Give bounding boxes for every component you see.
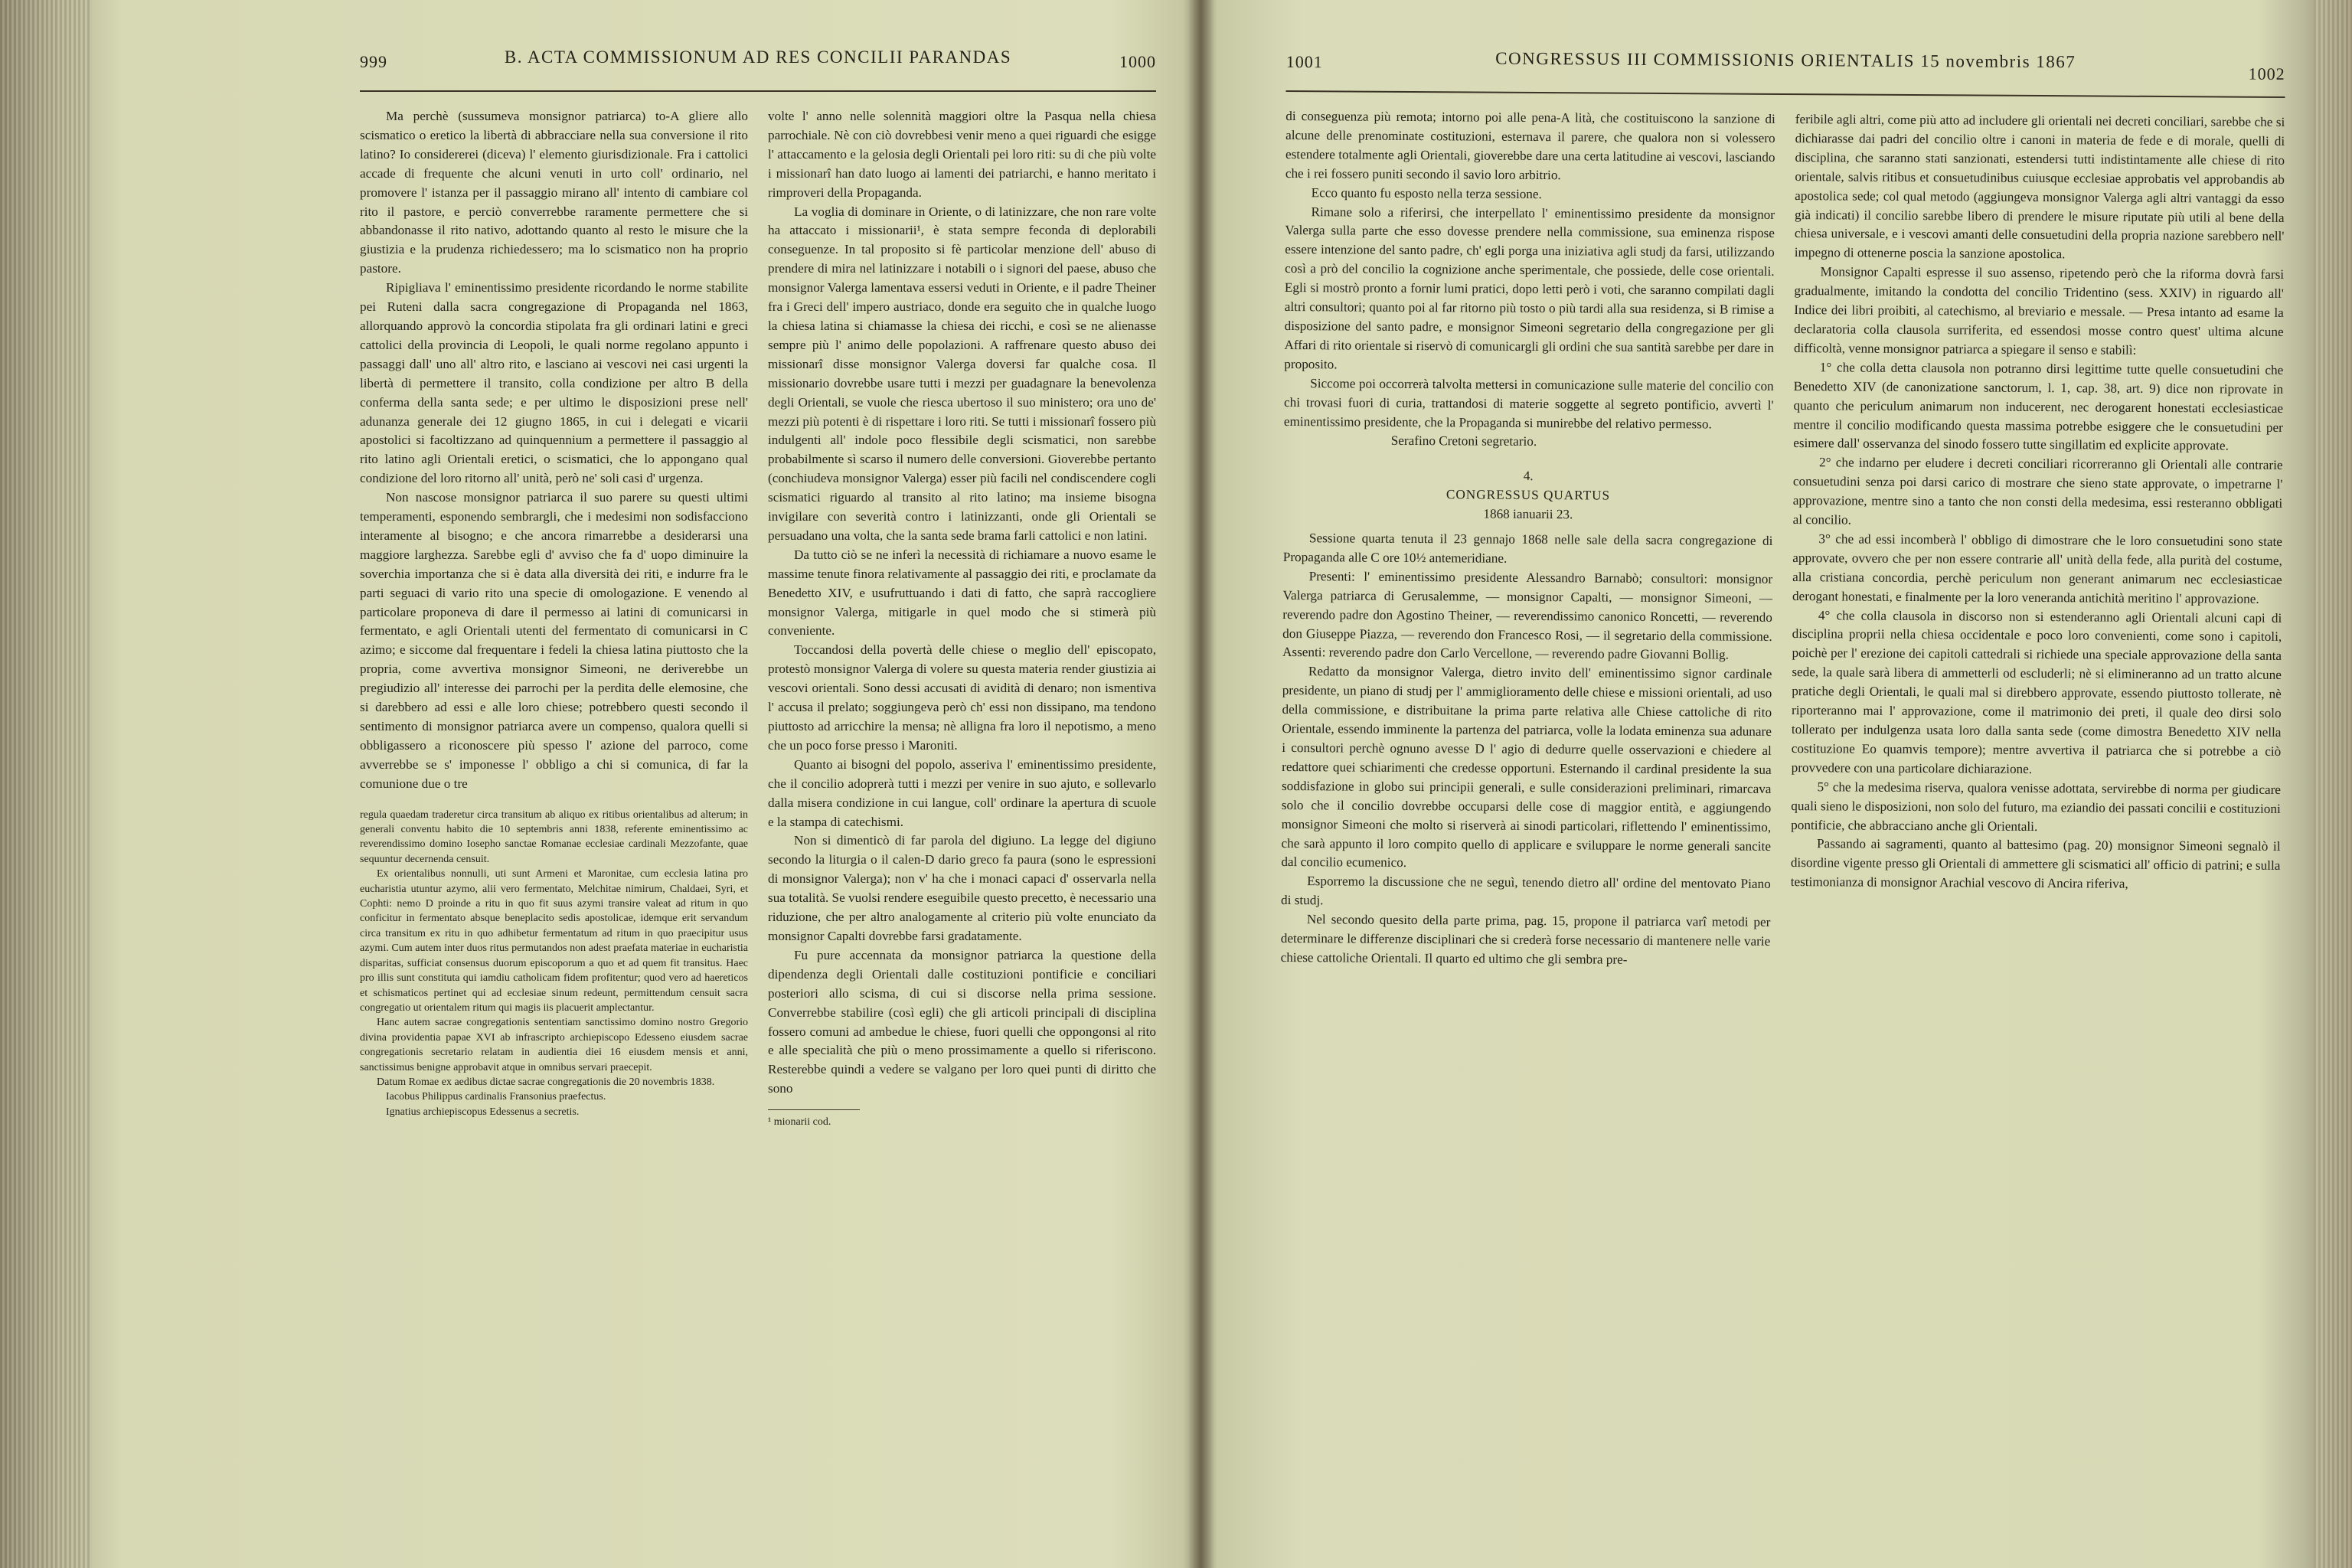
- header-rule: [360, 90, 1156, 92]
- paragraph: di conseguenza più remota; intorno poi alle pena-A lità, che costituiscono la sanzione di alcune delle prenominate costituzioni, esternava il parere, che qualora non si volessero estendere totalmente agli Orientali, gioverebbe dare una certa latitudine ai vescovi, lasciando che i rei fossero puniti secondo il savio loro arbitrio.: [1285, 108, 1775, 182]
- right-page-column-2: [1790, 110, 2285, 974]
- note-paragraph: Hanc autem sacrae congregationis sententiam sanctissimo domino nostro Gregorio divina providentia papae XVI ab infrascripto archiepiscopo Edesseno eiusdem sacrae congregationis secretario relatam in audientia diei 16 eiusdem mensis et anni, sanctissimus benigne approbavit atque in omnibus servari praecepit.: [360, 1017, 748, 1073]
- right-page-column-1: [1281, 107, 1775, 971]
- page-number: 999: [360, 52, 387, 71]
- header-rule: [1286, 90, 2285, 98]
- paragraph: Sessione quarta tenuta il 23 gennajo 1868 nelle sale della sacra congregazione di Propaganda alle C ore 10½ antemeridiane.: [1282, 531, 1773, 566]
- footnote-rule: [768, 1109, 860, 1110]
- paragraph: Non si dimenticò di far parola del digiuno. La legge del digiuno secondo la liturgia o il calen-D dario greco fa paura (sono le espressioni di monsignor Valerga); non v' ha che i monaci capaci d' osservarla nella sua totalità. Se vuolsi rendere eseguibile questo precetto, è necessario una riduzione, che per altro analogamente al criterio più volte enunciato da monsignor Capalti dovrebbe farsi gradatamente.: [768, 833, 1156, 943]
- paragraph: feribile agli altri, come più atto ad includere gli orientali nei decreti conciliari, sarebbe che si dichiarasse dai padri del concilio oltre i canoni in materia de fede e di morale, quelli di disciplina, che saranno stati sanzionati, estendersi tutti indistintamente alle chiese di rito orientale, salvis ritibus et consuetudinibus cuiusque ecclesiae approbatis vel approbandis ab apostolica sede; col qual metodo (aggiungeva monsignor Valerga agli altri vantaggi da esso già indicati) il concilio sarebbe libero di prendere le misure riputate più utili al bene della chiesa universale, e i vescovi amanti delle consuetudini della propria nazione sarebbero nell' impegno di ottenerne poscia la sanzione apostolica.: [1794, 112, 2285, 262]
- running-head: B. ACTA COMMISSIONUM AD RES CONCILII PARANDAS: [504, 47, 1012, 67]
- page-edges-right: [2314, 0, 2352, 1568]
- paragraph: Presenti: l' eminentissimo presidente Alessandro Barnabò; consultori: monsignor Valerga patriarca di Gerusalemme, — monsignor Capalti, — monsignor Simeoni, — reverendo padre don Agostino Theiner, — reverendissimo canonico Roncetti, — reverendo don Giuseppe Piazza, — reverendo don Francesco Rosi, — il segretario della commissione. Assenti: reverendo padre don Carlo Vercellone, — reverendo padre Giovanni Bollig.: [1282, 569, 1773, 663]
- paragraph: Ecco quanto fu esposto nella terza sessione.: [1311, 185, 1542, 201]
- paragraph: Redatto da monsignor Valerga, dietro invito dell' eminentissimo signor cardinale presidente, un piano di studj per l' ammiglioramento delle chiese e missioni orientali, ad uso della commissione, e distribuitane la prima parte relativa alle Chiese cattoliche di rito Orientale, essendo imminente la partenza del patriarca, volle la lodata eminenza sua adunare i consultori perchè ognuno avesse D l' agio di dedurre quelle osservazioni e chiedere al redattore quei schiarimenti che credesse opportuni. Esternando il cardinal presidente la sua soddisfazione in globo sui principii generali, e sulle considerazioni preliminari, rimarcava solo che il concilio dovrebbe occuparsi delle cose di maggior entità, e aggiungendo monsignor Simeoni che molto si riserverà ai sinodi particolari, riflettendo l' eminentissimo, che sarà appunto il loro compito quello di applicare e sviluppare le norme generali sancite dal concilio ecumenico.: [1281, 664, 1772, 871]
- paragraph: Esporremo la discussione che ne seguì, tenendo dietro all' ordine del mentovato Piano di studj.: [1281, 874, 1771, 908]
- latin-decree-note: [360, 808, 748, 1120]
- note-signature: Ignatius archiepiscopus Edessenus a secretis.: [386, 1106, 580, 1118]
- paragraph: La voglia di dominare in Oriente, o di latinizzare, che non rare volte ha attaccato i missionarii¹, è stata sempre feconda di deplorabili conseguenze. In tal proposito si fè particolar menzione dell' abuso di prendere di mira nel latinizzare i notabili o i signori del paese, abuso che monsignor Valerga lamentava essersi veduti in Oriente, e il padre Theiner fra i Greci dell' impero austriaco, donde era seguito che in qualche luogo la chiesa latina si chiamasse la chiesa dei ricchi, e così se ne alienasse sempre più l' animo delle popolazioni. A raffrenare questo abuso dei missionarî disse monsignor Valerga doversi far qualche cosa. Il missionario dovrebbe usare tutti i mezzi per guadagnare la benevolenza degli Orientali, se vuole che riesca ubertoso il suo ministero; ora uno de' mezzi più potenti è di rispettare i loro riti. Se tutti i missionarî fossero più indulgenti all' indole poco flessibile degli scismatici, non sarebbe probabilmente sì scarso il numero delle conversioni. Gioverebbe pertanto (conchiudeva monsignor Valerga) esser più facili nel condiscendere cogli scismatici riguardo al transito al rito latino; ma insieme bisogna invigilare con severità contro i latinizzanti, onde gli Orientali se persuadano una volta, che la santa sede brama farli cattolici e non latini.: [768, 204, 1156, 543]
- running-head: CONGRESSUS III COMMISSIONIS ORIENTALIS 15 novembris 1867: [1495, 48, 2076, 72]
- note-signature: Iacobus Philippus cardinalis Fransonius praefectus.: [386, 1091, 606, 1103]
- paragraph: Non nascose monsignor patriarca il suo parere su questi ultimi temperamenti, esponendo sembrargli, che i medesimi non sodisfacciono interamente al bisogno; e che ancora rimarrebbe a desiderarsi una maggiore larghezza. Sarebbe egli d' avviso che fa d' uopo diminuire la soverchia importanza che si è data alla diversità dei riti, e indurre fra le parti seguaci di vario rito una specie di omologazione. E venendo al particolare proponeva di dare il permesso ai latini di comunicarsi in fermentato, e agli Orientali utenti del fermentato di comunicarsi in C azimo; e siccome dal frequentare i fedeli la chiesa latina piuttosto che la propria, come avvertiva monsignor Simeoni, ne deriverebbe un pregiudizio all' interesse dei parrochi per la perdita delle elemosine, che si darebbero ad essi e alle loro chiese; potrebbero questi secondo il sentimento di monsignor patriarca avere un compenso, qualora quelli si obbligassero a riconoscere più spesso l' azione del parroco, come avverrebbe se s' imponesse l' obbligo a chi si comunica, di far la comunione due o tre: [360, 490, 748, 791]
- paragraph: Passando ai sagramenti, quanto al battesimo (pag. 20) monsignor Simeoni segnalò il disordine vigente presso gli Orientali di ammettere gli scismatici all' officio di patrini; e sulla testimonianza di monsignor Arachial vescovo di Ancira riferiva,: [1790, 836, 2281, 891]
- section-title: CONGRESSUS QUARTUS: [1446, 487, 1611, 503]
- page-number: 1002: [2248, 64, 2285, 83]
- note-paragraph: regula quaedam traderetur circa transitum ab aliquo ex ritibus orientalibus ad alterum; in generali conventu habito die 10 septembris anni 1838, referente eminentissimo ac reverendissimo domino Iosepho sanctae Romanae ecclesiae cardinali Mezzofante, quae sequuntur decernenda censuit.: [360, 808, 748, 865]
- paragraph: Rimane solo a riferirsi, che interpellato l' eminentissimo presidente da monsignor Valerga sulla parte che esso dovesse prendere nella commissione, sua eminenza rispose essere intenzione del santo padre, ch' egli porga una iniziativa agli studj da farsi, utilizzando così a prò del concilio la cognizione anche sperimentale, che possiede, delle cose orientali. Egli si mostrò pronto a fornir lumi pratici, dopo letti però i voti, che saranno compilati dagli altri consultori; quanto poi al far ritorno più tosto o più tardi alla sua residenza, si B rimise a disposizione del santo padre, e monsignor Simeoni segretario della congregazione per gli Affari di rito orientale si riservò di comunicargli gli ordini che sua santità sarebbe per dare in proposito.: [1284, 204, 1775, 372]
- book-gutter: [1188, 0, 1214, 1568]
- paragraph: Ripigliava l' eminentissimo presidente ricordando le norme stabilite pei Ruteni dalla sacra congregazione di Propaganda nel 1863, allorquando approvò la concordia stipolata fra gli ordinari latini e greci cattolici della provincia di Leopoli, le quali norme regolano appunto i passaggi dall' uno all' altro rito, e lasciano ai vescovi nei casi urgenti la libertà di permettere il transito, colla condizione per altro B della conferma della santa sede; e per ultimo le disposizioni prese nell' adunanza generale dei 12 giugno 1865, in cui i delegati e vicarii apostolici si facoltizzano ad quinquennium a permettere il passaggio al rito latino agli Orientali eretici, o scismatici, che lo appongano qual condizione del loro ritorno all' unità, però ne' soli casi d' urgenza.: [360, 280, 748, 486]
- right-page-columns: [1281, 107, 2285, 974]
- right-page-header: [1286, 31, 2285, 83]
- page-number: 1001: [1285, 51, 1323, 72]
- paragraph: 3° che ad essi incomberà l' obbligo di dimostrare che le loro consuetudini sono state approvate, ovvero che per non essere contrarie all' unità della fede, alla purità del costume, alla cristiana concordia, perchè periculum non generant animarum nec ecclesiasticae derogant honestati, e finalmente per la loro veneranda antichità meritino l' approvazione.: [1792, 531, 2283, 606]
- paragraph: volte l' anno nelle solennità maggiori oltre la Pasqua nella chiesa parrochiale. Nè con ciò dovrebbesi venir meno a quei riguardi che esigge l' attaccamento e la gelosia degli Orientali pei loro riti: su di che più volte i missionarî han dato luogo ai lamenti dei patriarchi, e hanno meritato i rimproveri della Propaganda.: [768, 109, 1156, 200]
- left-page-column-2: [768, 107, 1156, 1129]
- right-page: [1280, 31, 2285, 967]
- paragraph: Fu pure accennata da monsignor patriarca la questione della dipendenza degli Orientali dalle costituzioni pontificie e conciliari posteriori allo scisma, di cui si discorse nella prima sessione. Converrebbe stabilire (così egli) che gli articoli principali di disciplina fossero comuni ad ambedue le chiese, fuori quelli che oppongonsi al rito e alle specialità che più o meno prossimamente a quello si riferiscono. Resterebbe quindi a vedere se valgano per loro quei punti di diritto che sono: [768, 947, 1156, 1096]
- signature: Serafino Cretoni segretario.: [1390, 433, 1537, 449]
- left-page-header: [360, 31, 1156, 77]
- paragraph: Monsignor Capalti espresse il suo assenso, ripetendo però che la riforma dovrà farsi gradualmente, imitando la condotta del concilio Tridentino (sess. XXIV) in riguardo all' Indice dei libri proibiti, al catechismo, al breviario e messale. — Presa intanto ad esame la declaratoria colla clausola surriferita, ed essendosi mosse contro quest' ultima alcune difficoltà, venne monsignor patriarca a spiegare il senso e stabilì:: [1793, 264, 2285, 358]
- footnote: ¹ mionarii cod.: [768, 1116, 831, 1129]
- paragraph: Nel secondo quesito della parte prima, pag. 15, propone il patriarca varî metodi per determinare le differenze disciplinari che si crederà forse necessario di mantenere nelle varie chiese cattoliche Orientali. Il quarto ed ultimo che gli sembra pre-: [1280, 912, 1771, 967]
- note-paragraph: Ex orientalibus nonnulli, uti sunt Armeni et Maronitae, cum ecclesia latina pro eucharistia utuntur azymo, alii vero fermentato, Melchitae nimirum, Chaldaei, Syri, et Cophti: nemo D proinde a ritu in quo fit suus azymi transire valeat ad ritum in quo conficitur in fermentato absque beneplacito sedis apostolicae, idemque erit servandum circa transitum ex ritu in quo adhibetur fermentatum ad ritum in quo praecipitur usus azymi. Cum autem inter duos ritus permutandos non adest praefata materiae in eucharistia disparitas, sufficiat consensus duorum episcoporum a quo et ad quem fit transitus. Haec pro illis sunt constituta qui iamdiu catholicam fidem profitentur; quod vero ad haereticos et schismaticos pertinet qui ad ecclesiae sinum redeunt, permittendum censuit sacra congregatio ut orientalem ritum qui magis iis placuerit amplectantur.: [360, 868, 748, 1014]
- page-edges-left: [0, 0, 92, 1568]
- paragraph: 4° che colla clausola in discorso non si estenderanno agli Orientali alcuni capi di disciplina proprii nella chiesa occidentale e poco loro convenienti, come sono i capitoli, poichè per l' erezione dei capitoli cattedrali si richiede una speciale approvazione della santa sede, la quale sarà libera di ammetterli od escluderli; nè si elimineranno ad un tratto alcune pratiche degli Orientali, le quali mal si direbbero approvate, essendo piuttosto tollerate, nè riporteranno mai l' approvazione, come il matrimonio dei preti, il quale deo dirsi solo tollerato per indulgenza usata loro dalla santa sede (come dimostra Benedetto XIV nella costituzione Eo quamvis tempore); mentre avvertiva il patriarca che si potrebbe a ciò provvedere con una particolare dichiarazione.: [1791, 607, 2282, 776]
- paragraph: Ma perchè (sussumeva monsignor patriarca) to-A gliere allo scismatico o eretico la libertà di abbracciare nella sua conversione il rito latino? Io considererei (diceva) l' elemento giurisdizionale. Fra i cattolici accade di frequente che alcuni venuti in urto coll' ordinario, nel promovere l' istanza per il passaggio mirano all' intento di cambiare col rito il pastore, e perciò converrebbe raramente permettere che si abbandonasse il rito nativo, adottando quanto al resto le misure che la giustizia e la prudenza richiedessero; ma lo scismatico non ha proprio pastore.: [360, 109, 748, 276]
- page-number: 1000: [1119, 52, 1156, 71]
- paragraph: 5° che la medesima riserva, qualora venisse adottata, servirebbe di norma per giudicare quali sieno le disposizioni, non solo del futuro, ma eziandio dei passati concilii e costituzioni pontificie, che abbracciano anche gli Orientali.: [1791, 779, 2282, 834]
- paragraph: Da tutto ciò se ne inferì la necessità di richiamare a nuovo esame le massime tenute finora relativamente al passaggio dei riti, e proclamate da Benedetto XIV, e usufruttuando i dati di fatto, che saprà raccogliere monsignor Valerga, mitigarle in quel modo che si stimerà più conveniente.: [768, 547, 1156, 639]
- left-page-columns: [360, 107, 1156, 1129]
- left-page-column-1: [360, 107, 748, 1129]
- paragraph: 2° che indarno per eludere i decreti conciliari ricorreranno gli Orientali alle contrarie consuetudini senza poi darsi carico di mostrare che sieno state approvate, o impetrarne l' approvazione, mentre sino a tanto che non consti della medesima, essi resteranno obbligati al concilio.: [1792, 455, 2283, 528]
- paragraph: Toccandosi della povertà delle chiese o meglio dell' episcopato, protestò monsignor Valerga di volere su questa materia render giustizia ai vescovi orientali. Sono dessi accusati di avidità di denaro; non ismentiva l' accusa il prelato; soggiungeva però ch' essi non dissipano, ma tendono piuttosto ad arricchire la mensa; nè alligna fra loro il nepotismo, a meno che un poco forse presso i Maroniti.: [768, 642, 1156, 753]
- note-paragraph: Datum Romae ex aedibus dictae sacrae congregationis die 20 novembris 1838.: [377, 1076, 715, 1088]
- paragraph: Quanto ai bisogni del popolo, asseriva l' eminentissimo presidente, che il concilio adoprerà tutti i mezzi per venire in suo ajuto, e sollevarlo dalla misera condizione in cui langue, coll' ordinare la apertura di scuole e la stampa di catechismi.: [768, 756, 1156, 829]
- left-page: [360, 31, 1156, 1129]
- section-number: 4.: [1523, 469, 1534, 484]
- section-date: 1868 ianuarii 23.: [1483, 506, 1573, 522]
- paragraph: Siccome poi occorrerà talvolta mettersi in comunicazione sulle materie del concilio con chi trovasi fuori di curia, trattandosi di materie soggette al segreto pontificio, avvertì l' eminentissimo presidente, che la Propaganda si munirebbe del relativo permesso.: [1283, 375, 1774, 431]
- paragraph: 1° che colla detta clausola non potranno dirsi legittime tutte quelle consuetudini che Benedetto XIV (de canonizatione sanctorum, l. 1, cap. 38, art. 9) dice non riprovate in quanto che periculum animarum non inducerent, nec derogarent honestati ecclesiasticae mentre il concilio modificando questa massima potrebbe esiggere che le consuetudini per esimere dall' osservanza del sinodo fossero tutte singillatim ed explicite approvate.: [1793, 360, 2284, 453]
